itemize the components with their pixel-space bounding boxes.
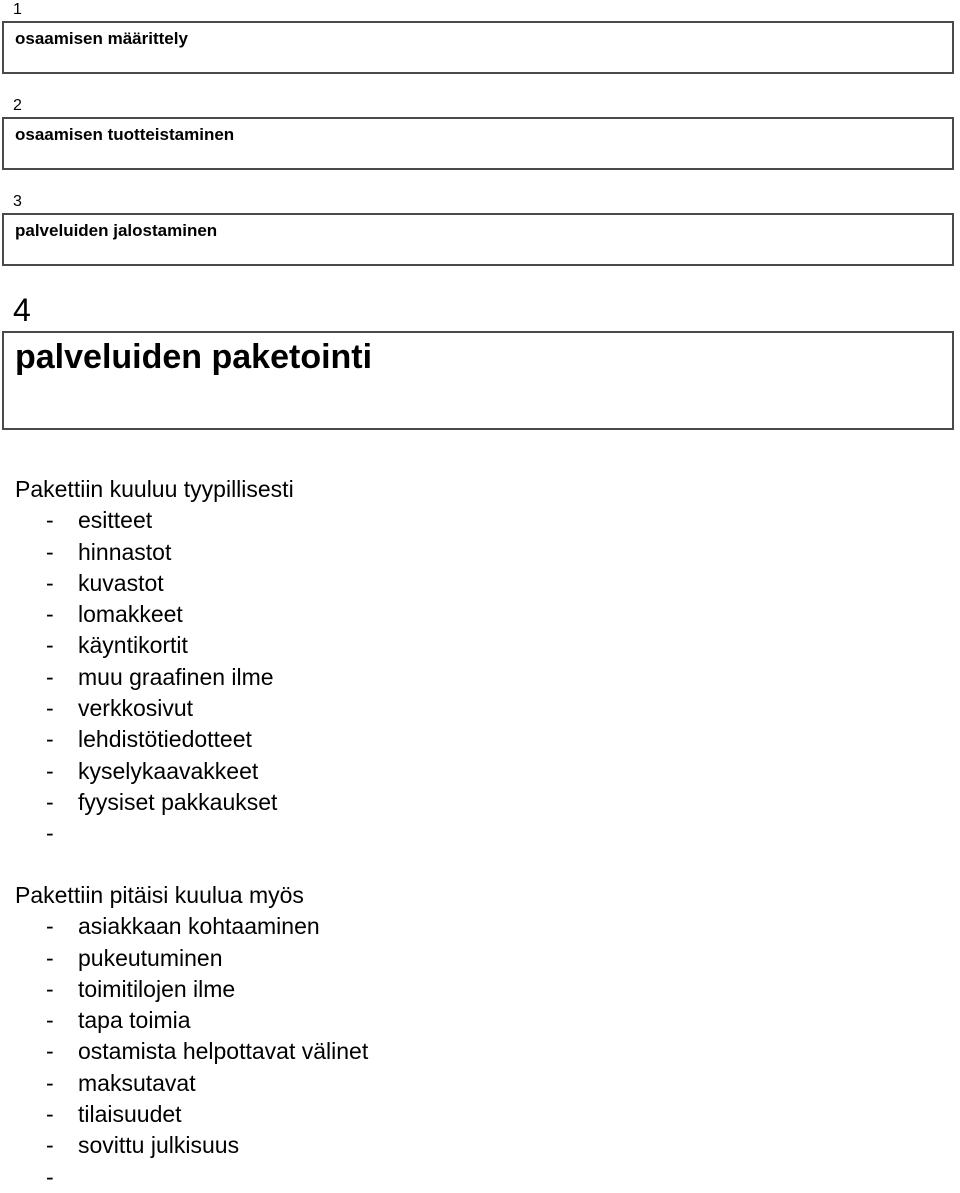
section-box-3 — [2, 213, 954, 266]
list-dash: - — [46, 663, 54, 690]
list-dash: - — [46, 944, 54, 971]
list-dash: - — [46, 913, 54, 940]
list-dash: - — [46, 507, 54, 534]
list-item-text: muu graafinen ilme — [78, 663, 274, 690]
list-item-empty — [15, 1162, 368, 1193]
list-dash: - — [46, 601, 54, 628]
section-title-2: osaamisen tuotteistaminen — [15, 125, 235, 144]
list-item-text: tapa toimia — [78, 1007, 191, 1034]
list-item — [15, 1130, 368, 1161]
list-item — [15, 599, 294, 630]
list-item-text: lehdistötiedotteet — [78, 726, 252, 753]
list-dash: - — [46, 975, 54, 1002]
list-dash: - — [46, 1101, 54, 1128]
list-item — [15, 911, 368, 942]
section-title-1: osaamisen määrittely — [15, 29, 188, 48]
list-item — [15, 568, 294, 599]
list-item-text: ostamista helpottavat välinet — [78, 1038, 369, 1065]
section-box-1 — [2, 21, 954, 74]
list-dash: - — [46, 1007, 54, 1034]
list-dash: - — [46, 820, 54, 847]
list-item — [15, 724, 294, 755]
list-should — [15, 880, 368, 1193]
section-box-4 — [2, 331, 954, 430]
section-number-2: 2 — [13, 97, 22, 114]
section-title-4: palveluiden paketointi — [15, 338, 373, 376]
list-dash: - — [46, 632, 54, 659]
list-item — [15, 974, 368, 1005]
list-item-text: verkkosivut — [78, 695, 194, 722]
list-item — [15, 1005, 368, 1036]
list-dash: - — [46, 538, 54, 565]
list-item-text: käyntikortit — [78, 632, 188, 659]
list-item-text: maksutavat — [78, 1069, 196, 1096]
list-item-text: esitteet — [78, 507, 153, 534]
list-dash: - — [46, 1132, 54, 1159]
list-item-text: toimitilojen ilme — [78, 975, 236, 1002]
list-item — [15, 943, 368, 974]
list-item — [15, 787, 294, 818]
list-item — [15, 1036, 368, 1067]
list-item-text: tilaisuudet — [78, 1101, 182, 1128]
list-item — [15, 630, 294, 661]
list-dash: - — [46, 1038, 54, 1065]
list-item-text: lomakkeet — [78, 601, 183, 628]
list-item-text: sovittu julkisuus — [78, 1132, 240, 1159]
list-item — [15, 662, 294, 693]
list-item-text: fyysiset pakkaukset — [78, 788, 278, 815]
list-dash: - — [46, 1069, 54, 1096]
section-box-2 — [2, 117, 954, 170]
list-typical — [15, 474, 294, 850]
list-dash: - — [46, 757, 54, 784]
list-dash: - — [46, 726, 54, 753]
list-item — [15, 1099, 368, 1130]
list-item-text: asiakkaan kohtaaminen — [78, 913, 320, 940]
list-dash: - — [46, 1163, 54, 1190]
list-item — [15, 693, 294, 724]
list-dash: - — [46, 788, 54, 815]
list-dash: - — [46, 569, 54, 596]
list-item — [15, 505, 294, 536]
section-number-3: 3 — [13, 193, 22, 210]
list-item-empty — [15, 818, 294, 849]
list-item-text: kuvastot — [78, 569, 164, 596]
section-title-3: palveluiden jalostaminen — [15, 221, 218, 240]
list-item — [15, 537, 294, 568]
list-item — [15, 1068, 368, 1099]
list-item-text: pukeutuminen — [78, 944, 223, 971]
list-item-text: kyselykaavakkeet — [78, 757, 259, 784]
list-item — [15, 756, 294, 787]
section-number-1: 1 — [13, 1, 22, 18]
list-typical-heading: Pakettiin kuuluu tyypillisesti — [15, 476, 294, 502]
list-should-heading: Pakettiin pitäisi kuulua myös — [15, 882, 304, 908]
list-dash: - — [46, 695, 54, 722]
section-number-4: 4 — [13, 292, 31, 328]
list-item-text: hinnastot — [78, 538, 172, 565]
